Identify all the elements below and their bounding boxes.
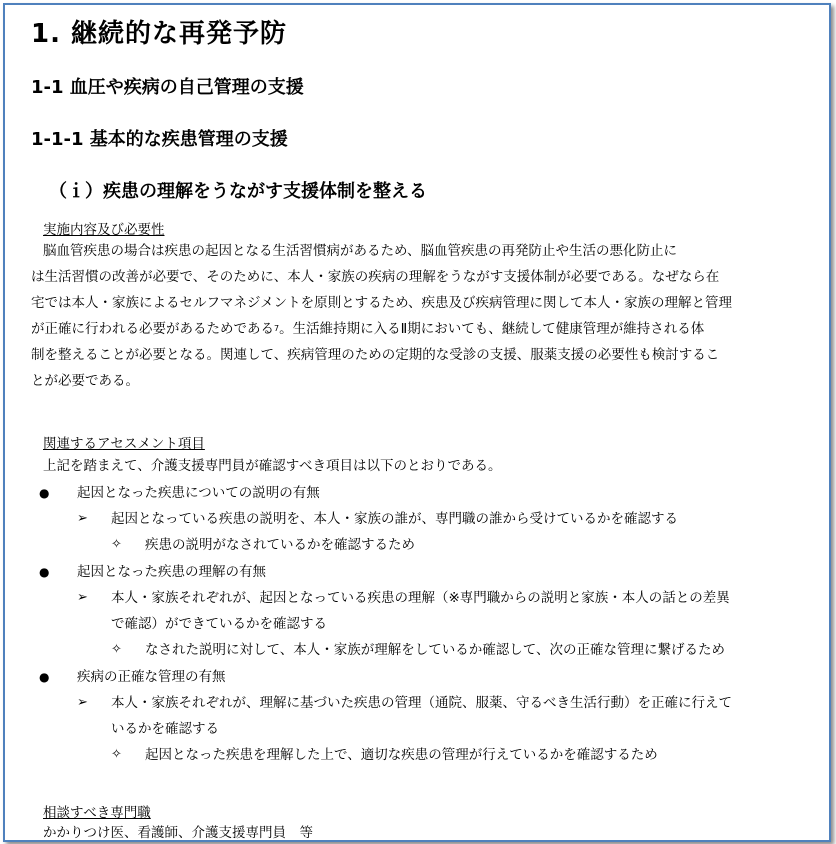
paragraph-segment: が正確に行われる必要があるためである [31, 321, 274, 337]
arrow-icon: ➢ [77, 511, 88, 526]
bullet-icon: ● [39, 565, 50, 579]
assessment-sub-item: 本人・家族それぞれが、起因となっている疾患の理解（※専門職からの説明と家族・本人の話との差異 [111, 590, 730, 606]
assessment-note: 起因となった疾患を理解した上で、適切な疾患の管理が行えているかを確認するため [145, 747, 658, 763]
subsection-title: 1-1-1 基本的な疾患管理の支援 [31, 129, 288, 150]
implementation-heading: 実施内容及び必要性 [43, 222, 165, 238]
paragraph-line: とが必要である。 [31, 373, 139, 389]
assessment-sub-item: 本人・家族それぞれが、理解に基づいた疾患の管理（通院、服薬、守るべき生活行動）を正確に行えて [111, 695, 732, 711]
consult-text: かかりつけ医、看護師、介護支援専門員 等 [43, 825, 313, 841]
paragraph-line [31, 321, 704, 337]
paragraph-line: 宅では本人・家族によるセルフマネジメントを原則とするため、疾患及び疾病管理に関して本人・家族の理解と管理 [31, 295, 733, 311]
assessment-note: なされた説明に対して、本人・家族が理解をしているか確認して、次の正確な管理に繋げるため [145, 642, 725, 658]
assessment-sub-item: いるかを確認する [111, 721, 219, 737]
arrow-icon: ➢ [77, 590, 88, 605]
assessment-item-label: 起因となった疾患についての説明の有無 [77, 485, 320, 501]
assessment-heading: 関連するアセスメント項目 [43, 436, 205, 452]
document-page [3, 3, 831, 842]
arrow-icon: ➢ [77, 695, 88, 710]
paragraph-line: は生活習慣の改善が必要で、そのために、本人・家族の疾病の理解をうながす支援体制が必要である。なぜなら在 [31, 269, 720, 285]
assessment-intro: 上記を踏まえて、介護支援専門員が確認すべき項目は以下のとおりである。 [43, 458, 502, 474]
footnote-ref[interactable]: 7 [274, 324, 280, 333]
paragraph-line: 制を整えることが必要となる。関連して、疾病管理のための定期的な受診の支援、服薬支援の必要性も検討するこ [31, 347, 720, 363]
page-title: 1. 継続的な再発予防 [31, 19, 288, 49]
topic-heading: （ｉ）疾患の理解をうながす支援体制を整える [49, 181, 427, 202]
paragraph-segment: 。生活維持期に入るⅡ期においても、継続して健康管理が維持される体 [279, 321, 705, 337]
diamond-icon: ✧ [111, 747, 122, 762]
diamond-icon: ✧ [111, 642, 122, 657]
assessment-note: 疾患の説明がなされているかを確認するため [145, 537, 415, 553]
assessment-item-label: 疾病の正確な管理の有無 [77, 669, 226, 685]
assessment-sub-item: で確認）ができているかを確認する [111, 616, 327, 632]
diamond-icon: ✧ [111, 537, 122, 552]
section-title: 1-1 血圧や疾病の自己管理の支援 [31, 77, 304, 98]
assessment-sub-item: 起因となっている疾患の説明を、本人・家族の誰が、専門職の誰から受けているかを確認する [111, 511, 678, 527]
consult-heading: 相談すべき専門職 [43, 805, 151, 821]
bullet-icon: ● [39, 670, 50, 684]
paragraph-line: 脳血管疾患の場合は疾患の起因となる生活習慣病があるため、脳血管疾患の再発防止や生活の悪化防止に [43, 243, 677, 259]
assessment-item-label: 起因となった疾患の理解の有無 [77, 564, 266, 580]
bullet-icon: ● [39, 486, 50, 500]
